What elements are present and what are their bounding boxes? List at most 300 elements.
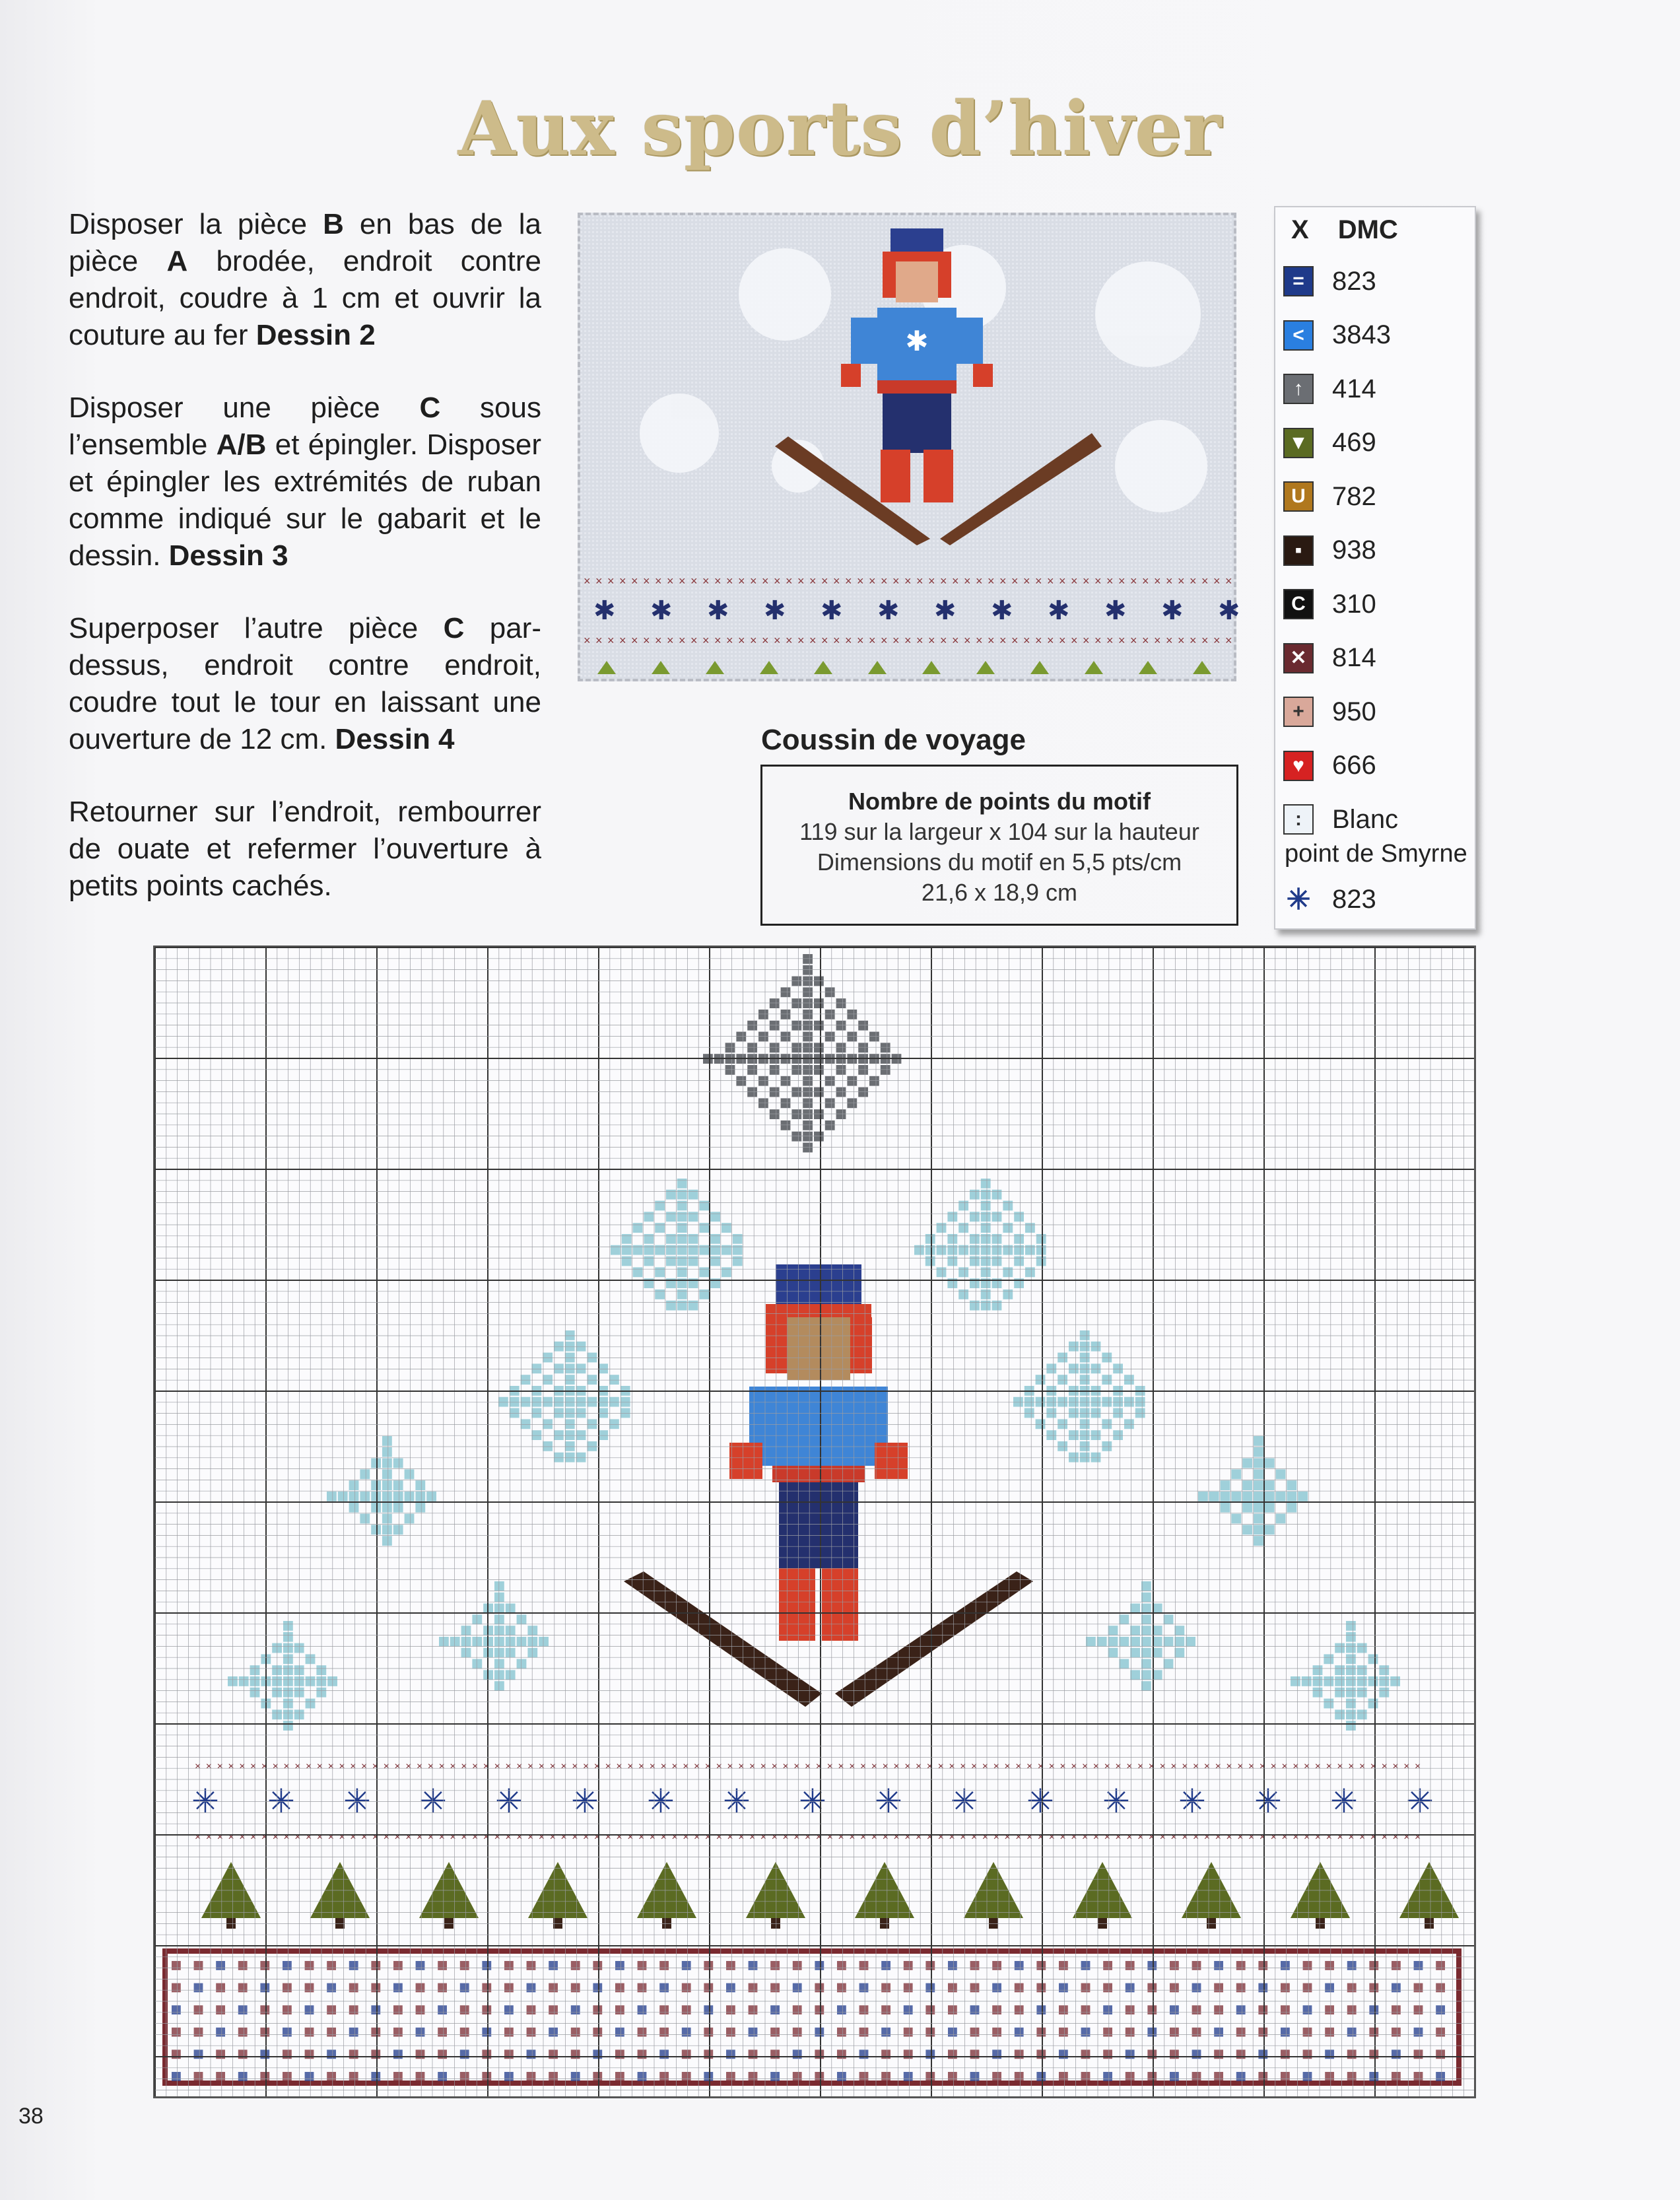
svg-text:×: × xyxy=(714,574,722,588)
page-title: Aux sports d’hiver xyxy=(457,86,1223,172)
svg-text:×: × xyxy=(826,1832,833,1843)
svg-text:×: × xyxy=(1083,574,1090,588)
svg-text:×: × xyxy=(595,574,603,588)
svg-text:×: × xyxy=(1015,1761,1022,1772)
svg-text:×: × xyxy=(1304,1761,1310,1772)
svg-text:×: × xyxy=(1201,634,1209,647)
svg-text:×: × xyxy=(749,1832,756,1843)
svg-text:×: × xyxy=(1259,1832,1266,1843)
svg-text:×: × xyxy=(394,1761,401,1772)
smyrne-star-icon: ✳ xyxy=(1286,883,1311,916)
svg-text:×: × xyxy=(1248,1832,1255,1843)
color-legend xyxy=(1274,206,1476,930)
svg-text:×: × xyxy=(1259,1761,1266,1772)
legend-row-310 xyxy=(1283,584,1376,624)
svg-text:×: × xyxy=(716,1832,722,1843)
svg-text:×: × xyxy=(228,1761,234,1772)
svg-text:✳: ✳ xyxy=(1406,1783,1434,1820)
svg-text:×: × xyxy=(239,1832,246,1843)
caption-box-title: Nombre de points du motif xyxy=(848,788,1151,815)
svg-text:×: × xyxy=(1190,634,1197,647)
svg-text:✱: ✱ xyxy=(1218,596,1240,625)
svg-text:✳: ✳ xyxy=(723,1783,751,1820)
svg-text:×: × xyxy=(738,1832,745,1843)
svg-text:×: × xyxy=(702,574,710,588)
svg-text:×: × xyxy=(228,1832,234,1843)
svg-text:×: × xyxy=(760,1832,767,1843)
svg-text:×: × xyxy=(505,1832,512,1843)
svg-text:×: × xyxy=(838,1761,844,1772)
svg-text:×: × xyxy=(607,574,615,588)
svg-text:×: × xyxy=(372,1761,379,1772)
caption-line-2: Dimensions du motif en 5,5 pts/cm xyxy=(817,848,1182,876)
svg-text:×: × xyxy=(583,1832,589,1843)
svg-text:✱: ✱ xyxy=(877,596,900,625)
svg-text:×: × xyxy=(1004,1832,1011,1843)
svg-text:×: × xyxy=(1083,634,1090,647)
legend-row-782 xyxy=(1283,477,1376,516)
svg-text:✳: ✳ xyxy=(191,1783,219,1820)
svg-text:×: × xyxy=(797,634,805,647)
svg-text:×: × xyxy=(952,634,959,647)
svg-text:×: × xyxy=(261,1761,268,1772)
legend-code: 469 xyxy=(1332,428,1376,457)
legend-code: 782 xyxy=(1332,481,1376,511)
svg-text:×: × xyxy=(450,1832,456,1843)
svg-text:×: × xyxy=(762,634,769,647)
svg-text:×: × xyxy=(881,634,888,647)
svg-text:×: × xyxy=(195,1832,201,1843)
svg-text:×: × xyxy=(771,1761,778,1772)
svg-text:×: × xyxy=(714,634,722,647)
svg-text:✳: ✳ xyxy=(951,1783,978,1820)
svg-text:×: × xyxy=(805,1832,811,1843)
svg-text:×: × xyxy=(771,1832,778,1843)
svg-text:×: × xyxy=(1359,1832,1366,1843)
svg-text:×: × xyxy=(549,1761,556,1772)
svg-text:×: × xyxy=(797,574,805,588)
legend-swatch-icon: + xyxy=(1283,697,1314,727)
svg-text:×: × xyxy=(881,574,888,588)
svg-text:×: × xyxy=(631,634,638,647)
svg-text:×: × xyxy=(982,1761,989,1772)
svg-text:×: × xyxy=(1126,1832,1133,1843)
svg-text:×: × xyxy=(1203,1832,1211,1843)
instruction-paragraph-1: Disposer la pièce B en bas de la pièce A brodée, endroit contre endroit, coudre à 1 cm et ouvrir la couture au fer Dessin 2 xyxy=(69,208,541,351)
instruction-paragraph-2: Disposer une pièce C sous l’ensemble A/B et épingler. Disposer et épingler les extrémités de ruban comme indiqué sur le gabarit et le dessin. Dessin 3 xyxy=(69,392,542,572)
instruction-paragraph-4: Retourner sur l’endroit, rembourrer de ouate et refermer l’ouverture à petits points cachés. xyxy=(69,796,541,902)
svg-text:×: × xyxy=(283,1761,290,1772)
svg-text:×: × xyxy=(361,1832,368,1843)
svg-text:×: × xyxy=(643,574,650,588)
svg-text:×: × xyxy=(372,1832,379,1843)
svg-text:✳: ✳ xyxy=(875,1783,902,1820)
svg-text:×: × xyxy=(704,1832,712,1843)
svg-text:×: × xyxy=(1182,1761,1188,1772)
svg-text:×: × xyxy=(655,634,662,647)
svg-text:✳: ✳ xyxy=(1026,1783,1054,1820)
svg-text:✳: ✳ xyxy=(571,1783,599,1820)
svg-text:×: × xyxy=(727,1832,733,1843)
svg-text:✱: ✱ xyxy=(764,596,786,625)
svg-text:×: × xyxy=(593,1832,601,1843)
svg-text:✳: ✳ xyxy=(343,1783,371,1820)
svg-text:×: × xyxy=(405,1761,412,1772)
svg-text:×: × xyxy=(450,1761,456,1772)
svg-text:×: × xyxy=(738,634,745,647)
caption-title: Coussin de voyage xyxy=(761,724,1026,756)
svg-text:×: × xyxy=(1226,1761,1232,1772)
svg-text:×: × xyxy=(239,1761,246,1772)
svg-text:×: × xyxy=(940,634,947,647)
svg-text:×: × xyxy=(1201,574,1209,588)
svg-text:×: × xyxy=(926,1761,933,1772)
svg-text:×: × xyxy=(1314,1832,1322,1843)
svg-text:×: × xyxy=(560,1761,567,1772)
svg-text:×: × xyxy=(1225,634,1232,647)
svg-text:×: × xyxy=(952,574,959,588)
svg-text:✳: ✳ xyxy=(1178,1783,1206,1820)
svg-text:×: × xyxy=(964,634,971,647)
svg-text:×: × xyxy=(1314,1761,1322,1772)
svg-text:×: × xyxy=(1130,634,1137,647)
svg-text:×: × xyxy=(892,634,900,647)
legend-swatch-icon: C xyxy=(1283,589,1314,619)
svg-text:×: × xyxy=(549,1832,556,1843)
svg-text:×: × xyxy=(339,1761,345,1772)
svg-text:×: × xyxy=(205,1761,213,1772)
svg-text:×: × xyxy=(786,574,793,588)
svg-text:×: × xyxy=(306,1761,312,1772)
svg-text:×: × xyxy=(849,1832,856,1843)
legend-swatch-icon: ▼ xyxy=(1283,428,1314,458)
svg-text:×: × xyxy=(1415,1832,1421,1843)
smyrne-label: point de Smyrne xyxy=(1285,840,1467,868)
svg-text:×: × xyxy=(694,1832,700,1843)
svg-text:×: × xyxy=(1037,1832,1044,1843)
svg-text:✱: ✱ xyxy=(707,596,729,625)
legend-header xyxy=(1291,215,1427,245)
svg-text:×: × xyxy=(1304,1832,1310,1843)
svg-text:×: × xyxy=(1035,574,1042,588)
svg-text:×: × xyxy=(619,574,626,588)
svg-text:×: × xyxy=(572,1832,578,1843)
legend-code: 3843 xyxy=(1332,320,1391,349)
legend-row-823 xyxy=(1283,261,1376,301)
svg-text:✱: ✱ xyxy=(905,326,929,357)
svg-text:×: × xyxy=(750,634,757,647)
instruction-paragraph-3: Superposer l’autre pièce C par-dessus, endroit contre endroit, coudre tout le tour en laissant une ouverture de 12 cm. Dessin 4 xyxy=(69,612,541,755)
svg-text:×: × xyxy=(702,634,710,647)
legend-code: 823 xyxy=(1332,884,1376,914)
svg-text:×: × xyxy=(845,634,852,647)
svg-text:×: × xyxy=(1403,1832,1410,1843)
svg-text:×: × xyxy=(560,1832,567,1843)
svg-text:✱: ✱ xyxy=(934,596,957,625)
legend-swatch-icon: ▪ xyxy=(1283,535,1314,566)
svg-text:×: × xyxy=(538,1832,545,1843)
svg-text:×: × xyxy=(1015,1832,1022,1843)
svg-text:×: × xyxy=(928,574,935,588)
svg-text:×: × xyxy=(438,1761,445,1772)
svg-text:×: × xyxy=(1270,1832,1277,1843)
svg-text:×: × xyxy=(605,1832,611,1843)
svg-text:×: × xyxy=(892,574,900,588)
svg-text:×: × xyxy=(1248,1761,1255,1772)
svg-text:×: × xyxy=(605,1761,611,1772)
svg-text:×: × xyxy=(427,1761,434,1772)
legend-row-814 xyxy=(1283,638,1376,678)
svg-text:×: × xyxy=(993,1761,999,1772)
svg-text:×: × xyxy=(982,1832,989,1843)
svg-text:×: × xyxy=(738,1761,745,1772)
svg-text:×: × xyxy=(815,1761,823,1772)
svg-text:×: × xyxy=(1026,1761,1033,1772)
svg-text:×: × xyxy=(583,1761,589,1772)
svg-text:×: × xyxy=(726,574,733,588)
svg-text:×: × xyxy=(638,1761,645,1772)
svg-text:×: × xyxy=(809,634,817,647)
svg-text:×: × xyxy=(1023,574,1030,588)
svg-text:×: × xyxy=(1071,634,1078,647)
svg-text:×: × xyxy=(1203,1761,1211,1772)
svg-text:×: × xyxy=(1137,1761,1144,1772)
svg-text:×: × xyxy=(869,634,876,647)
svg-text:×: × xyxy=(1237,1761,1244,1772)
svg-text:×: × xyxy=(845,574,852,588)
svg-text:×: × xyxy=(572,1761,578,1772)
svg-text:×: × xyxy=(999,574,1007,588)
svg-text:×: × xyxy=(960,1832,966,1843)
svg-text:×: × xyxy=(1190,574,1197,588)
svg-text:×: × xyxy=(1381,1761,1388,1772)
svg-text:×: × xyxy=(1047,574,1054,588)
svg-text:×: × xyxy=(1215,1832,1221,1843)
caption-line-3: 21,6 x 18,9 cm xyxy=(921,879,1078,906)
svg-text:×: × xyxy=(1106,574,1114,588)
svg-text:×: × xyxy=(1154,634,1161,647)
svg-text:×: × xyxy=(1106,634,1114,647)
svg-text:×: × xyxy=(726,634,733,647)
svg-text:×: × xyxy=(1094,574,1102,588)
svg-text:×: × xyxy=(1270,1761,1277,1772)
svg-text:×: × xyxy=(250,1761,257,1772)
svg-text:×: × xyxy=(949,1761,955,1772)
svg-text:×: × xyxy=(405,1832,412,1843)
svg-text:×: × xyxy=(1011,574,1019,588)
svg-text:×: × xyxy=(1059,634,1066,647)
legend-swatch-icon: U xyxy=(1283,481,1314,512)
svg-text:×: × xyxy=(860,1832,867,1843)
svg-text:×: × xyxy=(904,634,912,647)
svg-text:×: × xyxy=(438,1832,445,1843)
svg-text:×: × xyxy=(1037,1761,1044,1772)
svg-text:×: × xyxy=(195,1761,201,1772)
svg-text:×: × xyxy=(660,1761,667,1772)
svg-text:×: × xyxy=(869,574,876,588)
svg-text:×: × xyxy=(643,634,650,647)
svg-text:×: × xyxy=(383,1761,389,1772)
svg-text:×: × xyxy=(205,1832,213,1843)
svg-text:×: × xyxy=(327,1761,334,1772)
svg-text:×: × xyxy=(595,634,603,647)
svg-text:×: × xyxy=(383,1832,389,1843)
svg-text:×: × xyxy=(667,634,674,647)
svg-text:×: × xyxy=(893,1761,900,1772)
svg-text:×: × xyxy=(616,1832,622,1843)
svg-text:×: × xyxy=(505,1761,512,1772)
svg-text:×: × xyxy=(593,1761,601,1772)
svg-text:×: × xyxy=(1048,1832,1055,1843)
svg-text:×: × xyxy=(250,1832,257,1843)
legend-row-666 xyxy=(1283,746,1376,786)
svg-text:×: × xyxy=(283,1832,290,1843)
svg-text:×: × xyxy=(638,1832,645,1843)
svg-text:×: × xyxy=(904,1832,911,1843)
svg-text:×: × xyxy=(655,574,662,588)
svg-text:✳: ✳ xyxy=(419,1783,447,1820)
svg-text:×: × xyxy=(971,1832,978,1843)
legend-code: 938 xyxy=(1332,535,1376,565)
svg-text:×: × xyxy=(937,1832,944,1843)
svg-text:×: × xyxy=(1137,1832,1144,1843)
legend-swatch-icon: = xyxy=(1283,266,1314,296)
svg-text:×: × xyxy=(1182,1832,1188,1843)
svg-text:×: × xyxy=(1048,1761,1055,1772)
svg-text:×: × xyxy=(417,1832,423,1843)
svg-text:×: × xyxy=(1281,1832,1288,1843)
svg-text:×: × xyxy=(1415,1761,1421,1772)
svg-text:×: × xyxy=(916,1761,922,1772)
svg-text:×: × xyxy=(306,1832,312,1843)
svg-text:×: × xyxy=(649,1761,656,1772)
svg-text:×: × xyxy=(782,1832,789,1843)
instructions-text xyxy=(69,206,541,940)
svg-text:×: × xyxy=(716,1761,722,1772)
svg-text:×: × xyxy=(1011,634,1019,647)
svg-text:×: × xyxy=(1082,1832,1089,1843)
skier-embroidery-image xyxy=(580,215,1240,679)
svg-text:×: × xyxy=(619,634,626,647)
svg-text:×: × xyxy=(976,634,983,647)
svg-text:×: × xyxy=(871,1832,878,1843)
svg-text:×: × xyxy=(427,1832,434,1843)
svg-text:×: × xyxy=(857,634,864,647)
svg-text:×: × xyxy=(727,1761,733,1772)
svg-text:×: × xyxy=(893,1832,900,1843)
svg-text:×: × xyxy=(679,574,686,588)
svg-text:×: × xyxy=(1359,1761,1366,1772)
svg-text:×: × xyxy=(940,574,947,588)
svg-text:×: × xyxy=(1047,634,1054,647)
svg-text:×: × xyxy=(882,1832,889,1843)
svg-text:✳: ✳ xyxy=(1102,1783,1130,1820)
svg-text:✱: ✱ xyxy=(991,596,1013,625)
chart-grid xyxy=(155,947,1474,2096)
svg-text:×: × xyxy=(833,634,840,647)
svg-text:×: × xyxy=(760,1761,767,1772)
legend-col-code: DMC xyxy=(1337,215,1398,244)
svg-text:×: × xyxy=(809,574,817,588)
svg-text:×: × xyxy=(1215,1761,1221,1772)
svg-text:×: × xyxy=(1059,574,1066,588)
svg-text:×: × xyxy=(1035,634,1042,647)
svg-text:×: × xyxy=(838,1832,844,1843)
svg-text:×: × xyxy=(1082,1761,1089,1772)
svg-text:×: × xyxy=(904,574,912,588)
svg-text:×: × xyxy=(1148,1832,1155,1843)
svg-text:×: × xyxy=(786,634,793,647)
legend-swatch-icon: ✕ xyxy=(1283,643,1314,673)
legend-code: 950 xyxy=(1332,697,1376,726)
svg-text:×: × xyxy=(538,1761,545,1772)
svg-text:✱: ✱ xyxy=(1048,596,1070,625)
svg-text:×: × xyxy=(690,574,698,588)
svg-text:×: × xyxy=(294,1832,301,1843)
svg-text:×: × xyxy=(1094,634,1102,647)
cross-stitch-chart xyxy=(153,945,1476,2098)
svg-text:×: × xyxy=(928,634,935,647)
svg-text:×: × xyxy=(683,1832,689,1843)
svg-text:×: × xyxy=(483,1761,490,1772)
svg-text:×: × xyxy=(1403,1761,1410,1772)
svg-text:×: × xyxy=(988,574,995,588)
legend-row-3843 xyxy=(1283,316,1391,355)
svg-text:×: × xyxy=(1071,574,1078,588)
svg-text:×: × xyxy=(1071,1832,1077,1843)
svg-text:×: × xyxy=(1118,574,1126,588)
svg-text:×: × xyxy=(627,1761,634,1772)
svg-text:×: × xyxy=(1115,1832,1122,1843)
legend-code: 814 xyxy=(1332,643,1376,672)
svg-text:×: × xyxy=(1392,1832,1399,1843)
svg-text:×: × xyxy=(1071,1761,1077,1772)
legend-code: 310 xyxy=(1332,589,1376,619)
legend-code: 666 xyxy=(1332,751,1376,780)
svg-text:×: × xyxy=(1118,634,1126,647)
svg-text:×: × xyxy=(272,1761,279,1772)
svg-text:✳: ✳ xyxy=(267,1783,295,1820)
svg-text:×: × xyxy=(1142,634,1149,647)
svg-text:×: × xyxy=(472,1832,479,1843)
svg-text:×: × xyxy=(988,634,995,647)
svg-text:×: × xyxy=(671,1761,678,1772)
legend-row-469 xyxy=(1283,423,1376,463)
svg-text:×: × xyxy=(782,1761,789,1772)
svg-text:×: × xyxy=(667,574,674,588)
svg-text:×: × xyxy=(1213,574,1221,588)
svg-text:×: × xyxy=(1004,1761,1011,1772)
svg-text:×: × xyxy=(472,1761,479,1772)
svg-text:×: × xyxy=(361,1761,368,1772)
svg-text:×: × xyxy=(1170,1761,1177,1772)
svg-text:×: × xyxy=(1148,1761,1155,1772)
svg-text:×: × xyxy=(461,1832,467,1843)
svg-text:×: × xyxy=(821,634,828,647)
svg-text:×: × xyxy=(964,574,971,588)
svg-text:×: × xyxy=(516,1832,523,1843)
svg-text:×: × xyxy=(999,634,1007,647)
svg-text:×: × xyxy=(793,1832,800,1843)
svg-text:×: × xyxy=(1326,1761,1332,1772)
svg-text:×: × xyxy=(461,1761,467,1772)
svg-text:×: × xyxy=(815,1832,823,1843)
svg-text:×: × xyxy=(1170,1832,1177,1843)
svg-text:×: × xyxy=(1026,1832,1033,1843)
svg-text:✱: ✱ xyxy=(1161,596,1184,625)
svg-text:×: × xyxy=(805,1761,811,1772)
svg-text:×: × xyxy=(1159,1761,1166,1772)
